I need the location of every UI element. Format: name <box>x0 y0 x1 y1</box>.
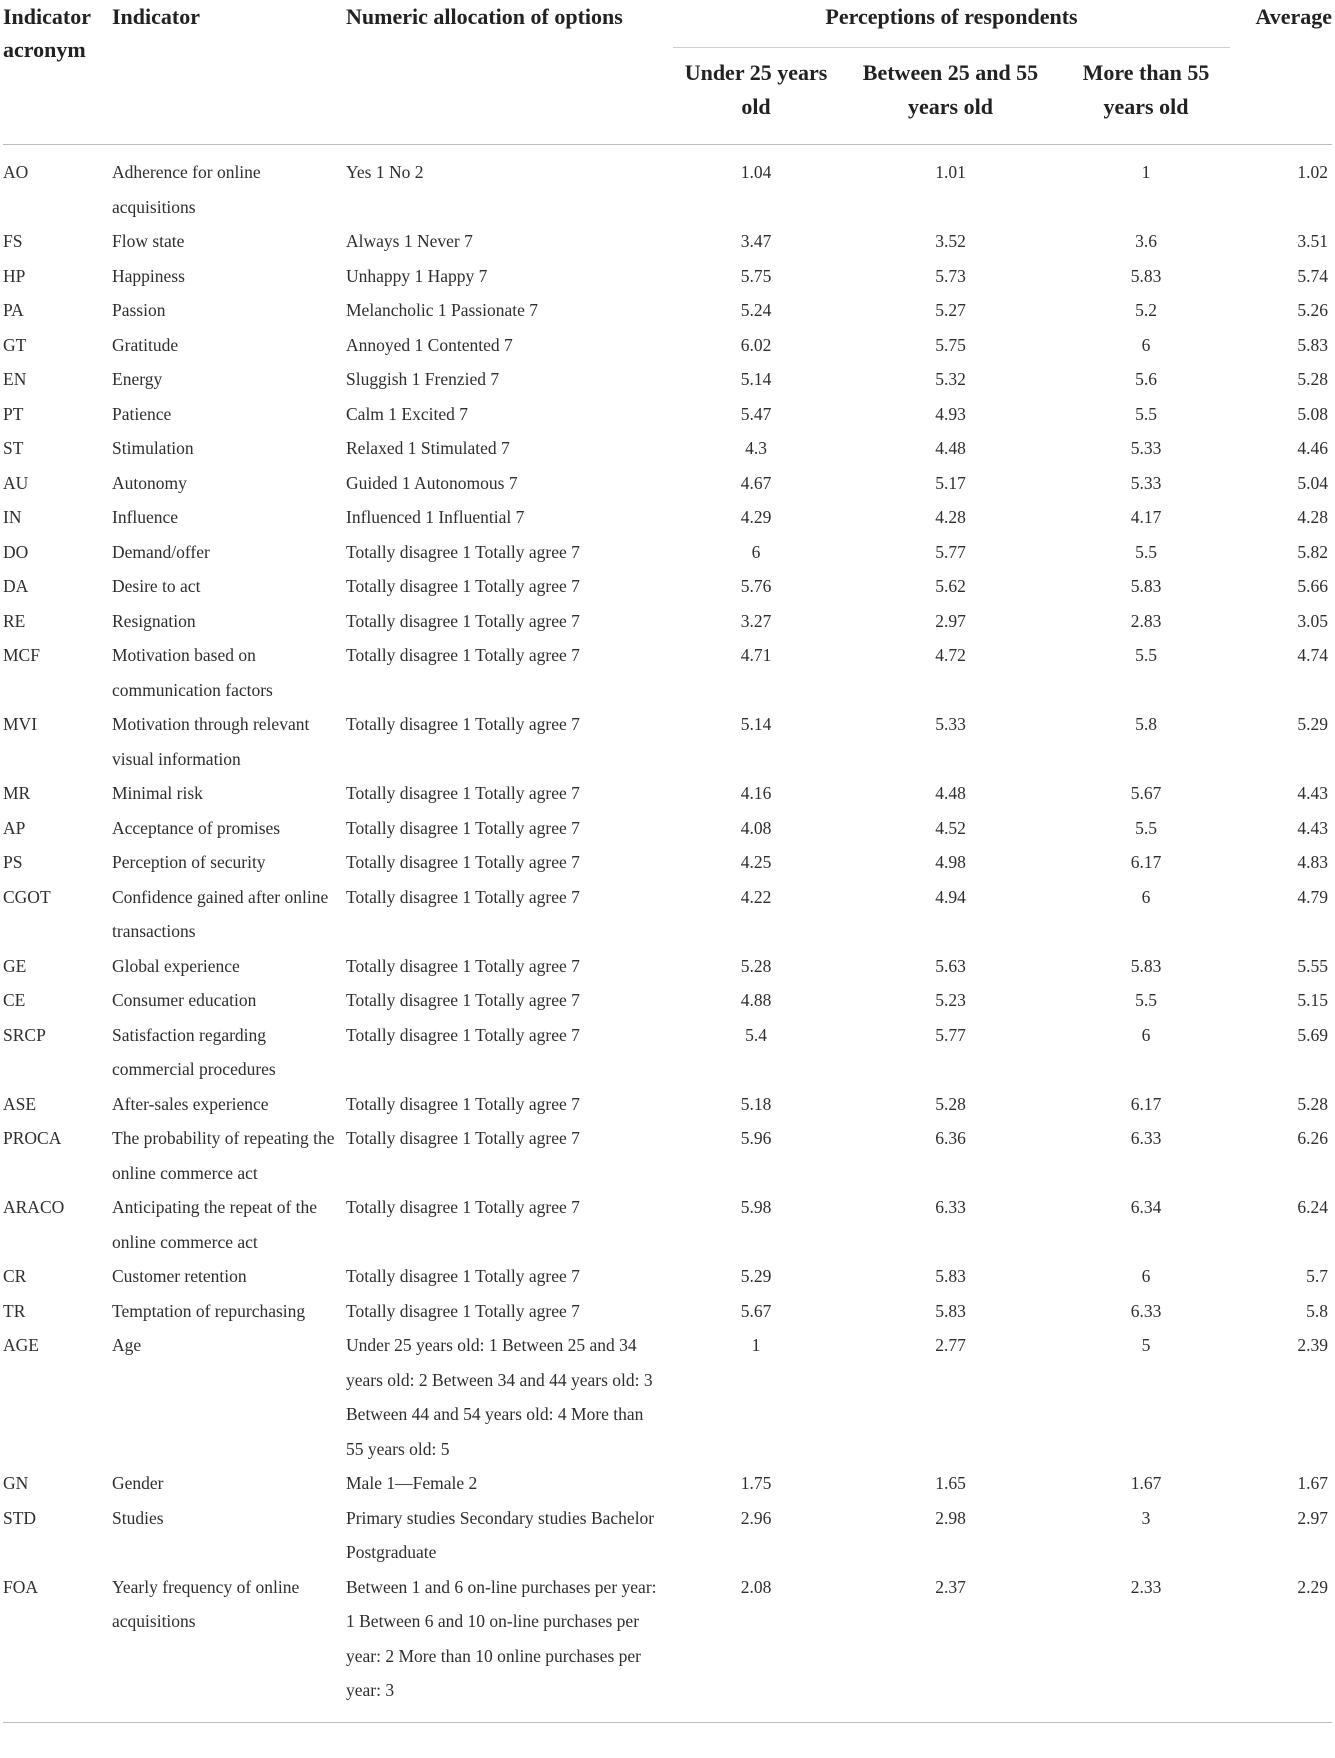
cell-under-25: 4.16 <box>740 783 772 803</box>
table-row <box>3 569 1332 604</box>
cell-acronym: GT <box>3 334 27 355</box>
table-row <box>3 880 1332 949</box>
cell-indicator: Age <box>112 1335 142 1355</box>
cell-between-25-55: 6.36 <box>935 1128 966 1148</box>
cell-acronym: AP <box>3 817 26 838</box>
cell-under-25: 3.47 <box>740 231 772 251</box>
cell-average: 2.39 <box>1297 1335 1328 1355</box>
cell-average: 3.51 <box>1297 231 1328 251</box>
cell-numeric-allocation: Primary studies Secondary studies Bachelor Postgraduate <box>346 1507 655 1562</box>
cell-indicator: Flow state <box>112 231 185 251</box>
table-row <box>3 1121 1332 1190</box>
cell-acronym: PT <box>3 403 24 424</box>
cell-indicator: Happiness <box>112 265 185 286</box>
cell-between-25-55: 1.01 <box>935 162 966 182</box>
header-perceptions: Perceptions of respondents <box>825 4 1078 29</box>
cell-indicator: Perception of security <box>112 852 266 872</box>
cell-indicator: Gender <box>112 1473 164 1493</box>
cell-indicator: Satisfaction regarding commercial procedures <box>112 1024 276 1079</box>
cell-between-25-55: 6.33 <box>935 1197 966 1217</box>
table-row <box>3 638 1332 707</box>
cell-acronym: MCF <box>3 645 40 665</box>
header-indicator-acronym: Indicator acronym <box>3 0 112 145</box>
table-row <box>3 535 1332 570</box>
cell-under-25: 4.08 <box>740 817 772 838</box>
cell-under-25: 5.18 <box>740 1093 772 1114</box>
cell-under-25: 4.67 <box>740 472 772 493</box>
cell-average: 1.02 <box>1297 162 1328 182</box>
cell-between-25-55: 5.27 <box>935 300 966 320</box>
cell-indicator: Acceptance of promises <box>112 817 281 838</box>
cell-numeric-allocation: Sluggish 1 Frenzied 7 <box>346 369 500 389</box>
cell-average: 5.28 <box>1297 1093 1328 1114</box>
cell-average: 5.08 <box>1297 403 1328 424</box>
cell-average: 2.97 <box>1297 1507 1328 1528</box>
cell-acronym: EN <box>3 369 27 389</box>
cell-more-than-55: 6.17 <box>1130 1093 1162 1114</box>
cell-more-than-55: 5.5 <box>1135 645 1157 665</box>
cell-average: 5.55 <box>1297 955 1328 976</box>
cell-acronym: SRCP <box>3 1024 46 1045</box>
cell-between-25-55: 5.83 <box>935 1266 966 1286</box>
table-row <box>3 983 1332 1018</box>
cell-acronym: CR <box>3 1266 27 1286</box>
cell-between-25-55: 4.28 <box>935 507 966 527</box>
cell-acronym: DA <box>3 576 29 596</box>
cell-acronym: AU <box>3 472 29 493</box>
cell-average: 5.8 <box>1306 1300 1328 1321</box>
cell-acronym: GN <box>3 1473 29 1493</box>
cell-indicator: Energy <box>112 369 163 389</box>
cell-acronym: FOA <box>3 1570 112 1723</box>
cell-acronym: HP <box>3 265 26 286</box>
cell-more-than-55: 5.8 <box>1135 714 1157 734</box>
cell-between-25-55: 5.32 <box>935 369 966 389</box>
cell-acronym: PS <box>3 852 23 872</box>
header-average: Average <box>1230 0 1332 145</box>
cell-average: 5.83 <box>1297 334 1328 355</box>
cell-more-than-55: 5.2 <box>1135 300 1157 320</box>
cell-more-than-55: 5.83 <box>1130 576 1162 596</box>
cell-average: 5.26 <box>1297 300 1328 320</box>
table-row <box>3 224 1332 259</box>
cell-average: 3.05 <box>1297 610 1328 631</box>
cell-more-than-55: 6.17 <box>1130 852 1162 872</box>
cell-under-25: 5.47 <box>740 403 772 424</box>
cell-numeric-allocation: Totally disagree 1 Totally agree 7 <box>346 645 580 665</box>
cell-numeric-allocation: Male 1—Female 2 <box>346 1473 478 1493</box>
cell-acronym: CGOT <box>3 886 51 907</box>
table-row <box>3 328 1332 363</box>
cell-acronym: IN <box>3 507 22 527</box>
cell-numeric-allocation: Guided 1 Autonomous 7 <box>346 472 518 493</box>
cell-under-25: 5.4 <box>745 1024 767 1045</box>
cell-more-than-55: 5.33 <box>1130 438 1162 458</box>
cell-more-than-55: 5.83 <box>1130 955 1162 976</box>
cell-under-25: 5.76 <box>740 576 772 596</box>
cell-more-than-55: 5.5 <box>1135 990 1157 1010</box>
cell-more-than-55: 2.83 <box>1130 610 1162 631</box>
cell-average: 5.66 <box>1297 576 1328 596</box>
cell-under-25: 4.22 <box>740 886 772 907</box>
cell-numeric-allocation: Between 1 and 6 on-line purchases per year: 1 Between 6 and 10 on-line purchases per year: 2 More than 10 online purchases per year: 3 <box>346 1570 673 1723</box>
cell-under-25: 4.25 <box>740 852 772 872</box>
table-row <box>3 845 1332 880</box>
cell-average: 5.74 <box>1297 265 1328 286</box>
cell-under-25: 4.71 <box>740 645 772 665</box>
cell-average: 4.83 <box>1297 852 1328 872</box>
cell-between-25-55: 5.62 <box>935 576 966 596</box>
cell-indicator: Customer retention <box>112 1266 247 1286</box>
cell-under-25: 6.02 <box>740 334 772 355</box>
cell-indicator: Motivation through relevant visual information <box>112 714 310 769</box>
table-row <box>3 1328 1332 1466</box>
cell-indicator: Studies <box>112 1507 164 1528</box>
cell-indicator: Motivation based on communication factors <box>112 645 273 700</box>
cell-indicator: Yearly frequency of online acquisitions <box>112 1570 346 1723</box>
table-row <box>3 500 1332 535</box>
cell-more-than-55: 6 <box>1141 1024 1151 1045</box>
header-more-than-55: More than 55 years old <box>1062 48 1230 145</box>
cell-between-25-55: 4.94 <box>935 886 966 907</box>
cell-more-than-55: 3.6 <box>1135 231 1157 251</box>
cell-more-than-55: 5.5 <box>1135 541 1157 562</box>
cell-under-25: 4.3 <box>745 438 767 458</box>
cell-between-25-55: 5.83 <box>935 1300 966 1321</box>
cell-indicator: Global experience <box>112 955 240 976</box>
cell-average: 6.26 <box>1297 1128 1328 1148</box>
cell-under-25: 5.14 <box>740 369 772 389</box>
cell-between-25-55: 5.63 <box>935 955 966 976</box>
cell-more-than-55: 6.33 <box>1130 1300 1162 1321</box>
cell-indicator: The probability of repeating the online commerce act <box>112 1128 335 1183</box>
cell-indicator: Desire to act <box>112 576 201 596</box>
cell-indicator: Anticipating the repeat of the online commerce act <box>112 1197 318 1252</box>
cell-numeric-allocation: Totally disagree 1 Totally agree 7 <box>346 541 580 562</box>
cell-acronym: PROCA <box>3 1128 62 1148</box>
cell-more-than-55: 5.33 <box>1130 472 1162 493</box>
cell-numeric-allocation: Influenced 1 Influential 7 <box>346 507 525 527</box>
cell-acronym: CE <box>3 990 26 1010</box>
cell-between-25-55: 2.98 <box>935 1507 966 1528</box>
cell-indicator: Autonomy <box>112 472 187 493</box>
cell-average: 2.29 <box>1230 1570 1332 1723</box>
cell-between-25-55: 3.52 <box>935 231 966 251</box>
cell-under-25: 1.75 <box>740 1473 772 1493</box>
cell-more-than-55: 1 <box>1141 162 1151 182</box>
cell-indicator: Adherence for online acquisitions <box>112 162 261 217</box>
cell-average: 5.28 <box>1297 369 1328 389</box>
cell-indicator: After-sales experience <box>112 1093 269 1114</box>
cell-acronym: DO <box>3 541 29 562</box>
cell-more-than-55: 3 <box>1141 1507 1151 1528</box>
cell-between-25-55: 1.65 <box>935 1473 966 1493</box>
table-body <box>3 145 1332 1723</box>
header-indicator: Indicator <box>112 0 346 145</box>
cell-indicator: Demand/offer <box>112 541 210 562</box>
cell-numeric-allocation: Totally disagree 1 Totally agree 7 <box>346 610 580 631</box>
cell-more-than-55: 1.67 <box>1130 1473 1162 1493</box>
cell-between-25-55: 5.17 <box>935 472 966 493</box>
cell-under-25: 6 <box>751 541 761 562</box>
cell-numeric-allocation: Totally disagree 1 Totally agree 7 <box>346 990 580 1010</box>
cell-average: 5.7 <box>1306 1266 1328 1286</box>
cell-numeric-allocation: Totally disagree 1 Totally agree 7 <box>346 783 580 803</box>
cell-more-than-55: 6.33 <box>1130 1128 1162 1148</box>
cell-average: 5.15 <box>1297 990 1328 1010</box>
cell-between-25-55: 5.28 <box>935 1093 966 1114</box>
cell-indicator: Passion <box>112 300 166 320</box>
cell-between-25-55: 5.23 <box>935 990 966 1010</box>
cell-numeric-allocation: Totally disagree 1 Totally agree 7 <box>346 1300 580 1321</box>
cell-more-than-55: 6.34 <box>1130 1197 1162 1217</box>
cell-acronym: AGE <box>3 1335 39 1355</box>
cell-average: 4.43 <box>1297 783 1328 803</box>
table-row <box>3 1190 1332 1259</box>
table-row <box>3 293 1332 328</box>
cell-between-25-55: 5.77 <box>935 541 966 562</box>
cell-average: 5.69 <box>1297 1024 1328 1045</box>
cell-numeric-allocation: Totally disagree 1 Totally agree 7 <box>346 1093 580 1114</box>
cell-under-25: 5.28 <box>740 955 772 976</box>
cell-under-25: 4.88 <box>740 990 772 1010</box>
table-row <box>3 466 1332 501</box>
cell-average: 6.24 <box>1297 1197 1328 1217</box>
cell-more-than-55: 5.5 <box>1135 817 1157 838</box>
cell-more-than-55: 5.5 <box>1135 403 1157 424</box>
table-row <box>3 949 1332 984</box>
cell-numeric-allocation: Yes 1 No 2 <box>346 162 424 182</box>
cell-numeric-allocation: Melancholic 1 Passionate 7 <box>346 300 538 320</box>
table-row <box>3 259 1332 294</box>
cell-under-25: 5.98 <box>740 1197 772 1217</box>
cell-numeric-allocation: Relaxed 1 Stimulated 7 <box>346 438 510 458</box>
cell-acronym: PA <box>3 300 24 320</box>
cell-under-25: 1 <box>751 1335 761 1355</box>
cell-average: 4.74 <box>1297 645 1328 665</box>
cell-indicator: Gratitude <box>112 334 179 355</box>
table-row <box>3 1466 1332 1501</box>
cell-numeric-allocation: Totally disagree 1 Totally agree 7 <box>346 576 580 596</box>
cell-acronym: MVI <box>3 714 38 734</box>
cell-acronym: TR <box>3 1300 26 1321</box>
cell-numeric-allocation: Totally disagree 1 Totally agree 7 <box>346 817 580 838</box>
table-row <box>3 362 1332 397</box>
cell-acronym: AO <box>3 162 29 182</box>
cell-indicator: Influence <box>112 507 179 527</box>
cell-more-than-55: 5 <box>1141 1335 1151 1355</box>
cell-under-25: 5.29 <box>740 1266 772 1286</box>
table-row <box>3 707 1332 776</box>
cell-under-25: 4.29 <box>740 507 772 527</box>
cell-acronym: ARACO <box>3 1197 65 1217</box>
cell-indicator: Temptation of repurchasing <box>112 1300 306 1321</box>
cell-under-25: 5.96 <box>740 1128 772 1148</box>
cell-between-25-55: 4.52 <box>935 817 966 838</box>
cell-numeric-allocation: Totally disagree 1 Totally agree 7 <box>346 1266 580 1286</box>
table-row <box>3 1018 1332 1087</box>
cell-under-25: 5.14 <box>740 714 772 734</box>
cell-under-25: 3.27 <box>740 610 772 631</box>
cell-more-than-55: 6 <box>1141 334 1151 355</box>
cell-more-than-55: 4.17 <box>1130 507 1162 527</box>
header-under-25: Under 25 years old <box>673 48 839 145</box>
cell-numeric-allocation: Totally disagree 1 Totally agree 7 <box>346 1024 580 1045</box>
cell-more-than-55: 2.33 <box>1062 1570 1230 1723</box>
cell-between-25-55: 4.98 <box>935 852 966 872</box>
cell-numeric-allocation: Always 1 Never 7 <box>346 231 473 251</box>
cell-numeric-allocation: Totally disagree 1 Totally agree 7 <box>346 852 580 872</box>
cell-average: 4.28 <box>1297 507 1328 527</box>
cell-indicator: Resignation <box>112 610 196 631</box>
cell-average: 4.43 <box>1297 817 1328 838</box>
cell-more-than-55: 5.6 <box>1135 369 1157 389</box>
table-row <box>3 776 1332 811</box>
cell-numeric-allocation: Totally disagree 1 Totally agree 7 <box>346 886 580 907</box>
cell-under-25: 5.75 <box>740 265 772 286</box>
cell-under-25: 1.04 <box>740 162 772 182</box>
cell-numeric-allocation: Unhappy 1 Happy 7 <box>346 265 488 286</box>
table-row <box>3 1501 1332 1570</box>
cell-under-25: 5.24 <box>740 300 772 320</box>
cell-between-25-55: 5.73 <box>935 265 966 286</box>
cell-numeric-allocation: Calm 1 Excited 7 <box>346 403 468 424</box>
cell-average: 5.04 <box>1297 472 1328 493</box>
table-row <box>3 604 1332 639</box>
cell-acronym: MR <box>3 783 31 803</box>
cell-between-25-55: 5.77 <box>935 1024 966 1045</box>
cell-indicator: Consumer education <box>112 990 257 1010</box>
header-between-25-55: Between 25 and 55 years old <box>839 48 1062 145</box>
cell-more-than-55: 5.67 <box>1130 783 1162 803</box>
cell-numeric-allocation: Totally disagree 1 Totally agree 7 <box>346 1197 580 1217</box>
cell-under-25: 2.96 <box>740 1507 772 1528</box>
cell-more-than-55: 5.83 <box>1130 265 1162 286</box>
cell-between-25-55: 5.75 <box>935 334 966 355</box>
cell-acronym: GE <box>3 955 27 976</box>
cell-acronym: ASE <box>3 1093 37 1114</box>
cell-between-25-55: 2.77 <box>935 1335 966 1355</box>
cell-average: 1.67 <box>1297 1473 1328 1493</box>
cell-acronym: FS <box>3 231 23 251</box>
cell-between-25-55: 4.48 <box>935 783 966 803</box>
header-numeric-allocation: Numeric allocation of options <box>346 0 673 145</box>
cell-numeric-allocation: Annoyed 1 Contented 7 <box>346 334 513 355</box>
cell-under-25: 5.67 <box>740 1300 772 1321</box>
table-row <box>3 1294 1332 1329</box>
table-row <box>3 145 1332 225</box>
table-row <box>3 1087 1332 1122</box>
cell-indicator: Minimal risk <box>112 783 203 803</box>
cell-under-25: 2.08 <box>673 1570 839 1723</box>
cell-between-25-55: 2.97 <box>935 610 966 631</box>
cell-numeric-allocation: Totally disagree 1 Totally agree 7 <box>346 714 580 734</box>
cell-more-than-55: 6 <box>1141 886 1151 907</box>
cell-average: 4.79 <box>1297 886 1328 907</box>
table-row <box>3 811 1332 846</box>
cell-average: 5.82 <box>1297 541 1328 562</box>
cell-numeric-allocation: Under 25 years old: 1 Between 25 and 34 years old: 2 Between 34 and 44 years old: 3 Between 44 and 54 years old: 4 More than 55 years old: 5 <box>346 1335 653 1459</box>
cell-average: 5.29 <box>1297 714 1328 734</box>
table-header <box>3 0 1332 145</box>
cell-between-25-55: 4.93 <box>935 403 966 424</box>
cell-between-25-55: 4.72 <box>935 645 966 665</box>
table-row <box>3 397 1332 432</box>
cell-between-25-55: 4.48 <box>935 438 966 458</box>
cell-between-25-55: 2.37 <box>839 1570 1062 1723</box>
cell-average: 4.46 <box>1297 438 1328 458</box>
cell-indicator: Patience <box>112 403 172 424</box>
cell-more-than-55: 6 <box>1141 1266 1151 1286</box>
indicators-table <box>3 0 1332 1723</box>
cell-between-25-55: 5.33 <box>935 714 966 734</box>
table-row <box>3 1570 1332 1723</box>
table-row <box>3 431 1332 466</box>
cell-numeric-allocation: Totally disagree 1 Totally agree 7 <box>346 955 580 976</box>
cell-numeric-allocation: Totally disagree 1 Totally agree 7 <box>346 1128 580 1148</box>
cell-acronym: STD <box>3 1507 37 1528</box>
cell-indicator: Confidence gained after online transactions <box>112 886 329 941</box>
cell-acronym: ST <box>3 438 24 458</box>
cell-acronym: RE <box>3 610 26 631</box>
table-row <box>3 1259 1332 1294</box>
cell-indicator: Stimulation <box>112 438 194 458</box>
